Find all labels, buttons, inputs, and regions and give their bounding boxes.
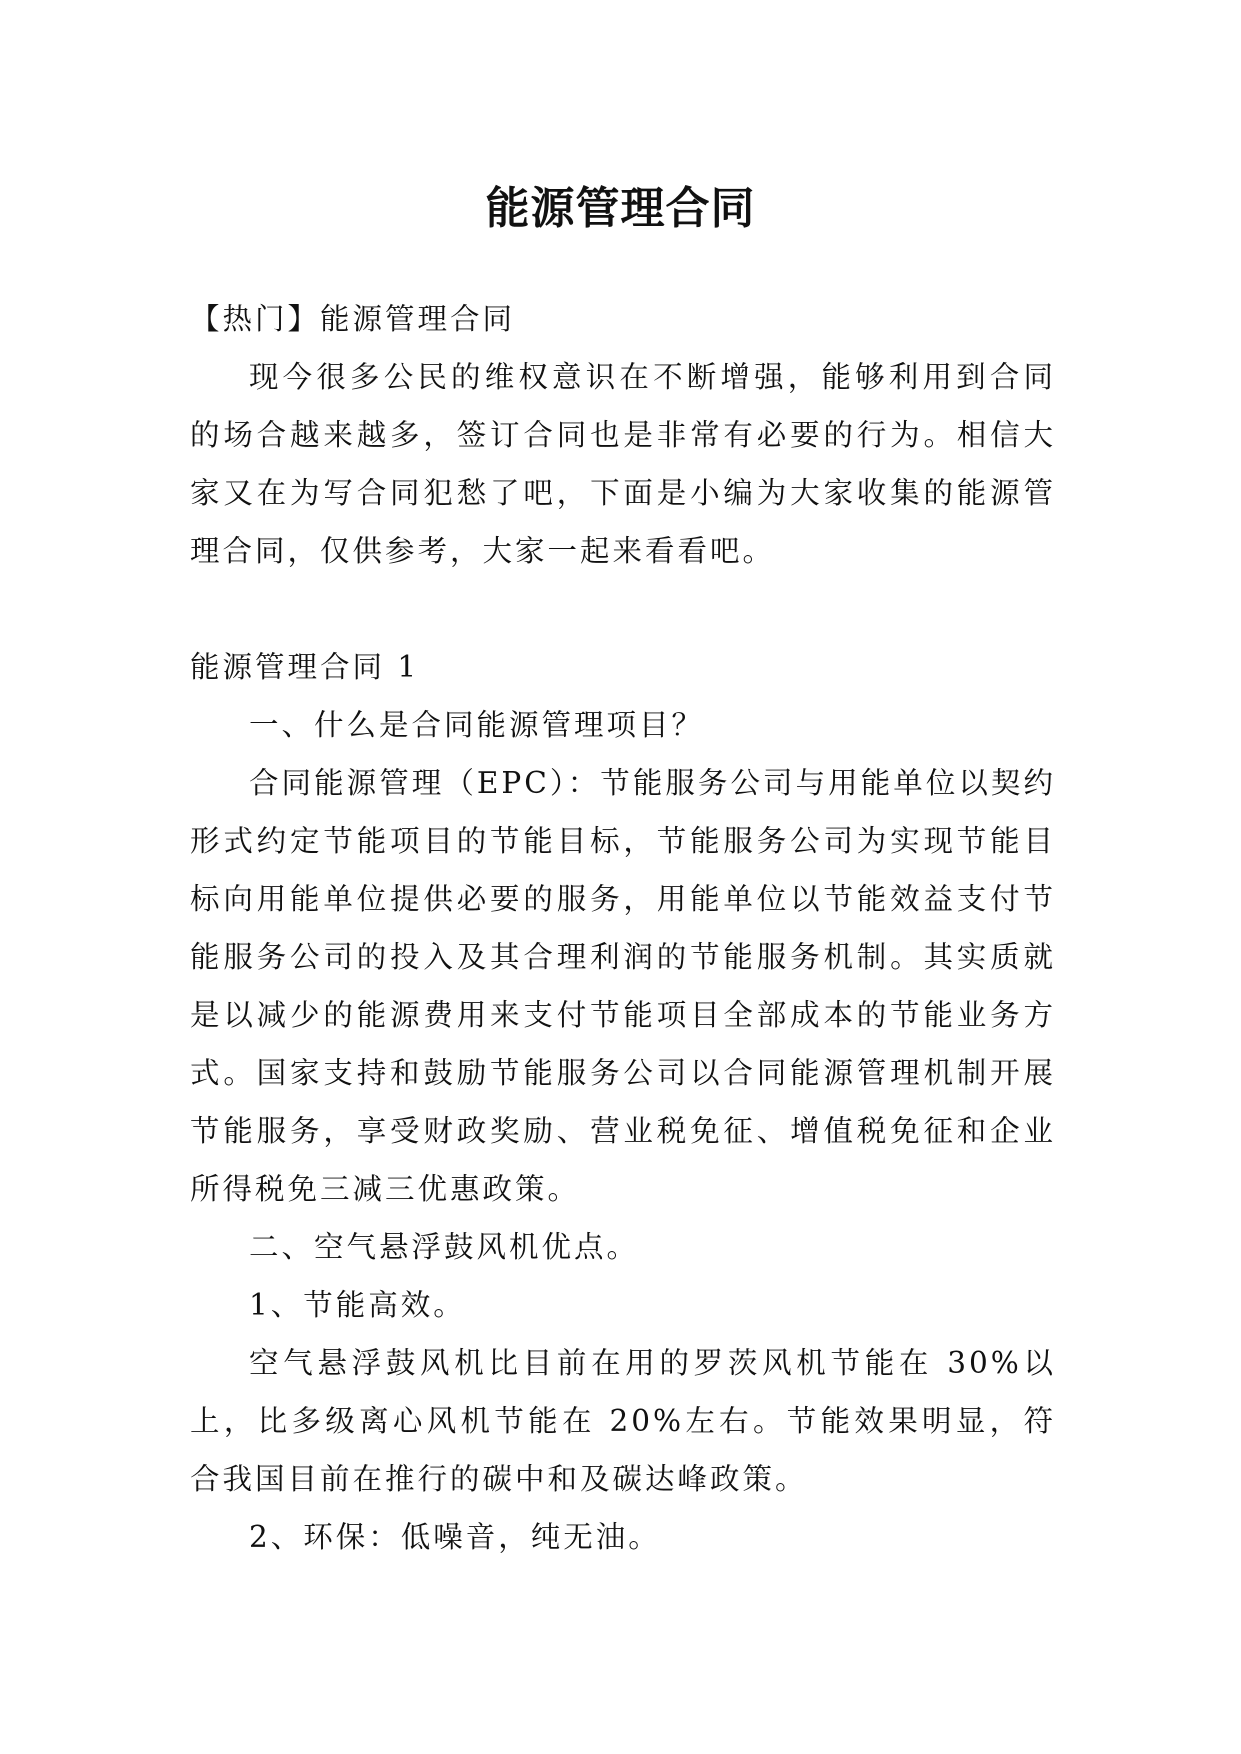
question-2-heading: 二、空气悬浮鼓风机优点。 xyxy=(249,1230,640,1264)
point-1-heading: 1、节能高效。 xyxy=(249,1288,466,1322)
intro-paragraph: 现今很多公民的维权意识在不断增强，能够利用到合同的场合越来越多，签订合同也是非常有必要的行为。相信大家又在为写合同犯愁了吧，下面是小编为大家收集的能源管理合同，仅供参考，大家一起来看看吧。 xyxy=(190,360,1056,568)
point-2-heading: 2、环保：低噪音，纯无油。 xyxy=(249,1520,661,1554)
document-title: 能源管理合同 xyxy=(485,183,756,235)
document-body xyxy=(190,290,1056,1566)
paragraph-spacer xyxy=(190,580,1056,638)
question-1-body: 合同能源管理（EPC）：节能服务公司与用能单位以契约形式约定节能项目的节能目标，节能服务公司为实现节能目标向用能单位提供必要的服务，用能单位以节能效益支付节能服务公司的投入及其合理利润的节能服务机制。其实质就是以减少的能源费用来支付节能项目全部成本的节能业务方式。国家支持和鼓励节能服务公司以合同能源管理机制开展节能服务，享受财政奖励、营业税免征、增值税免征和企业所得税免三减三优惠政策。 xyxy=(190,766,1056,1206)
section-heading: 能源管理合同 1 xyxy=(190,650,420,684)
document-subtitle: 【热门】能源管理合同 xyxy=(190,302,516,336)
question-1-heading: 一、什么是合同能源管理项目？ xyxy=(249,708,705,742)
point-1-body: 空气悬浮鼓风机比目前在用的罗茨风机节能在 30%以上，比多级离心风机节能在 20%左右。节能效果明显，符合我国目前在推行的碳中和及碳达峰政策。 xyxy=(190,1346,1056,1496)
